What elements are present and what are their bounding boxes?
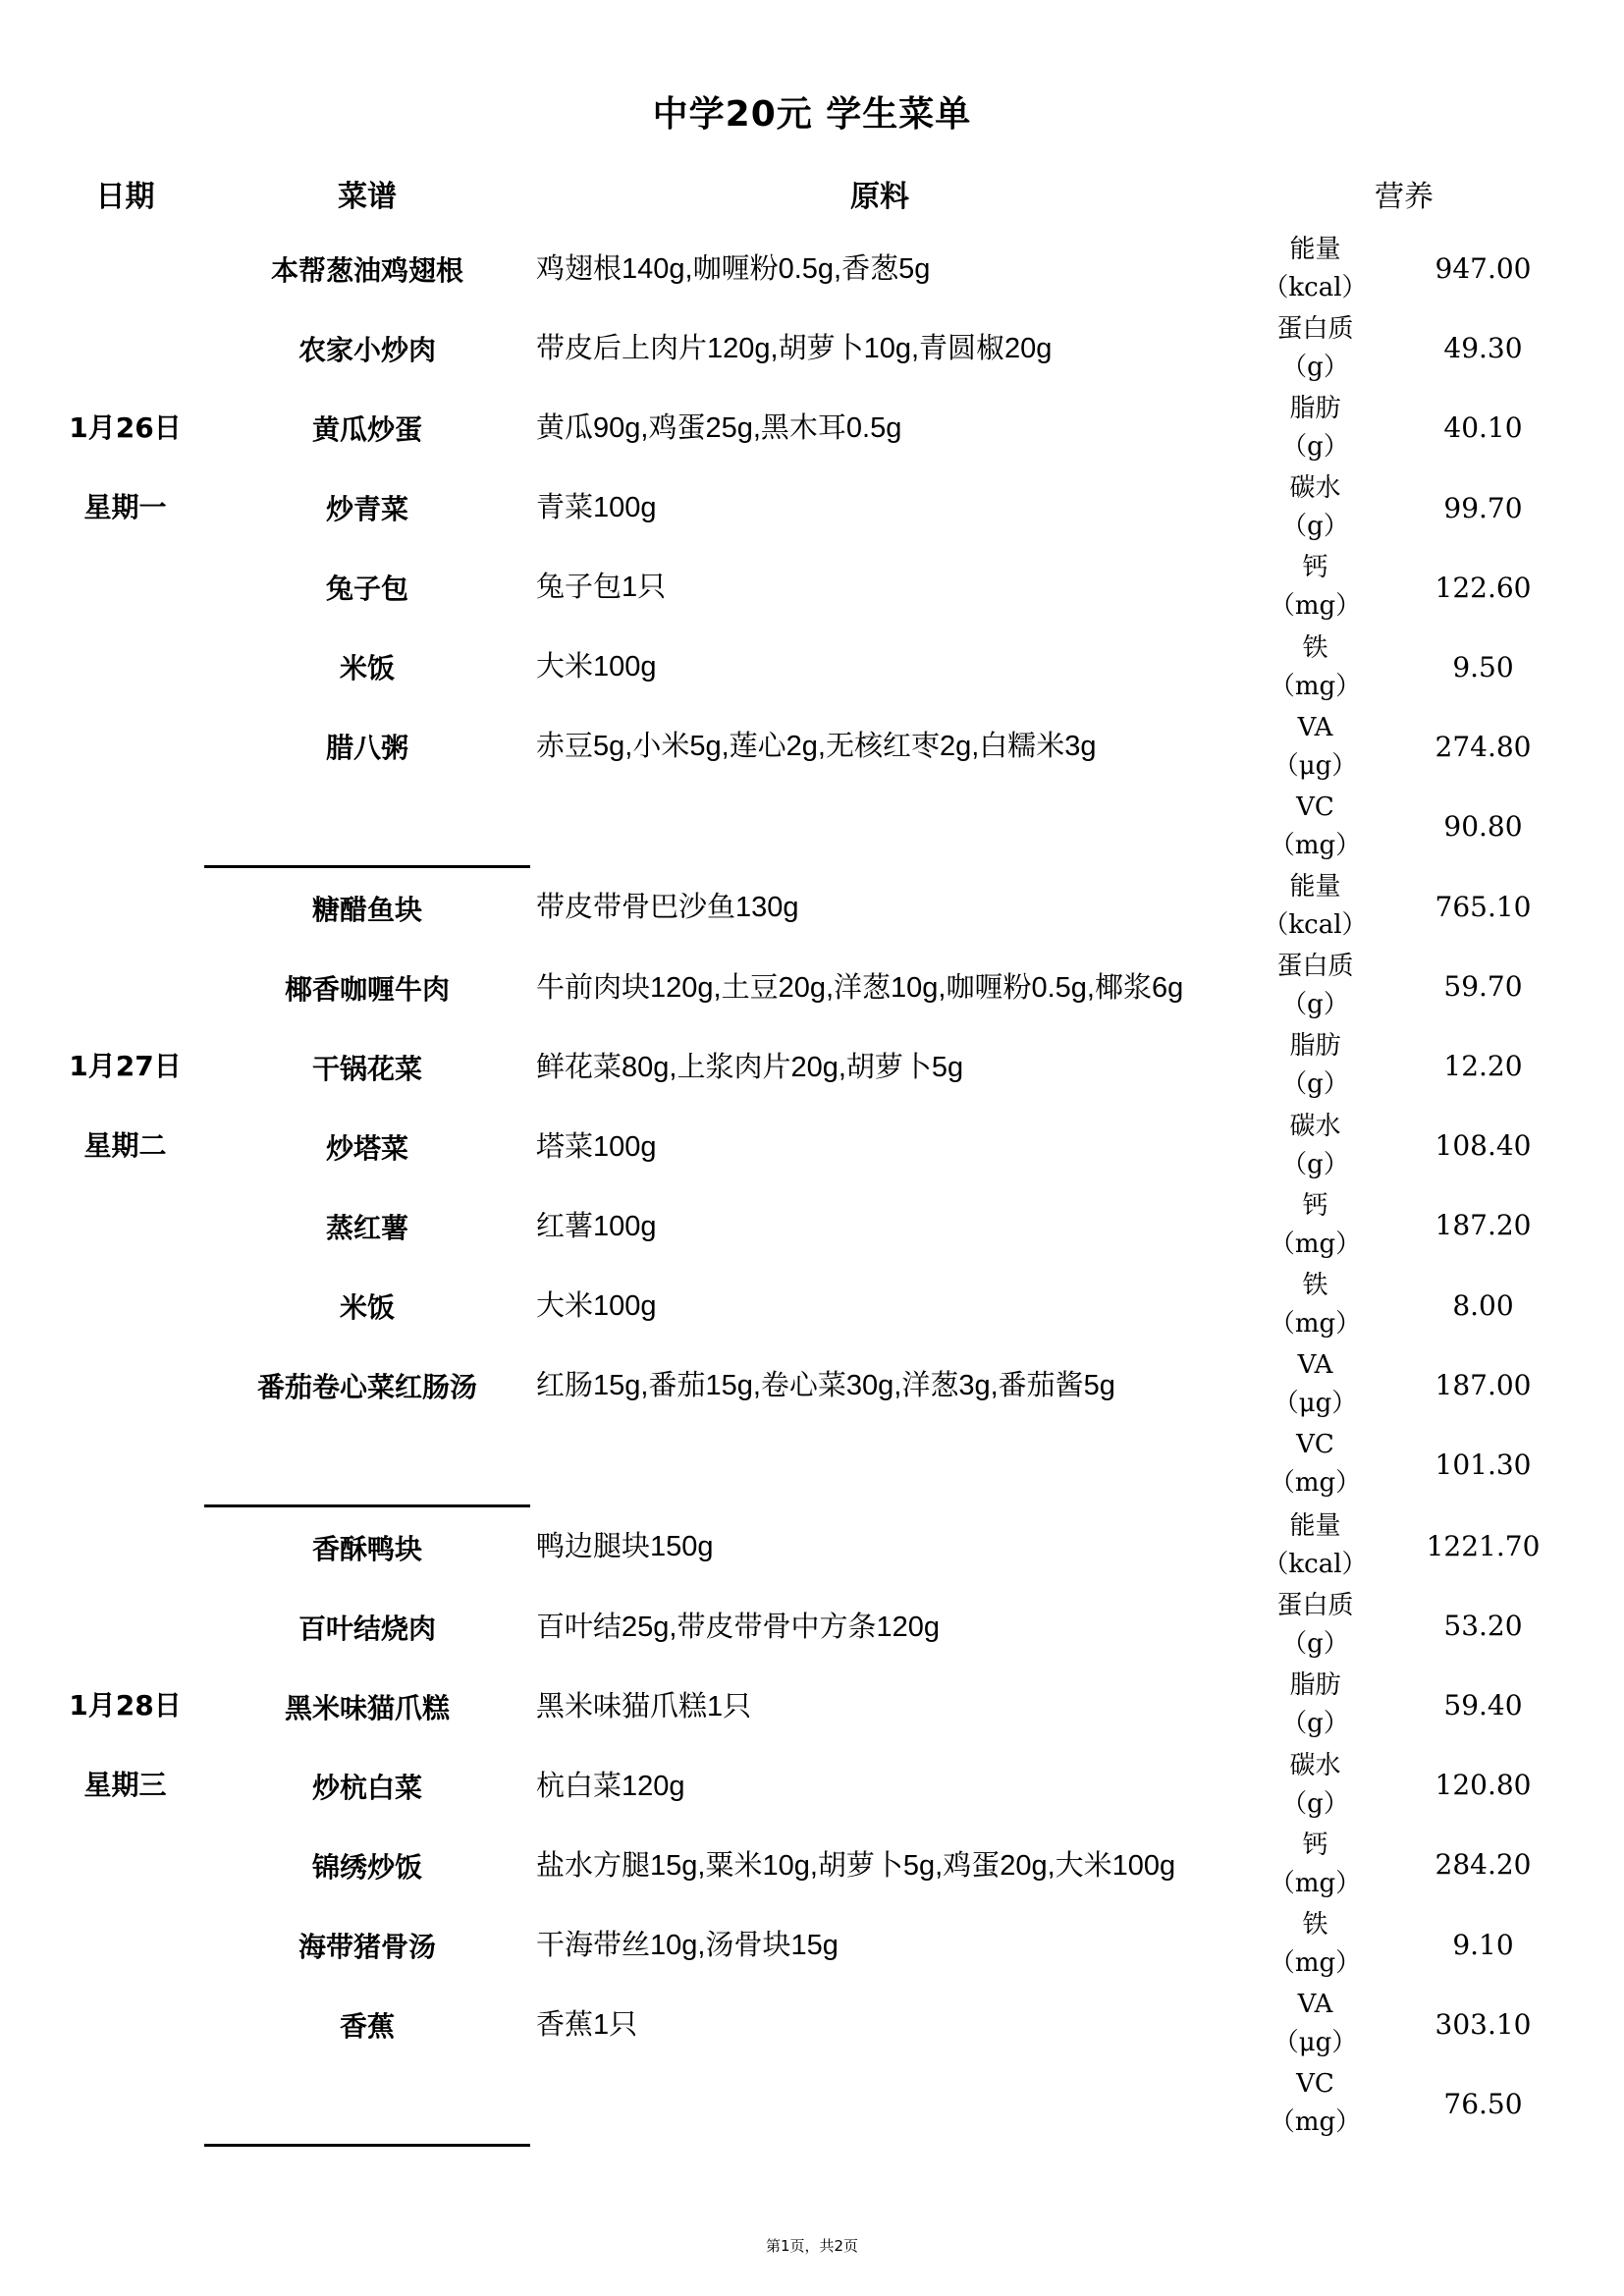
nutrient-name: 钙 [1302,553,1328,583]
nutrient-row [1229,1026,1579,1106]
nutrient-unit: （mg） [1269,1468,1362,1499]
dish-name: 炒青菜 [325,492,408,525]
nutrient-name: 铁 [1302,1910,1328,1941]
nutrient-value: 108.40 [1435,1129,1532,1163]
dish-name: 黑米味猫爪糕 [284,1691,450,1724]
nutrient-name: VC [1296,1430,1334,1460]
header-date: 日期 [95,180,155,214]
nutrient-value: 9.10 [1452,1928,1514,1961]
nutrient-value: 90.80 [1443,810,1523,844]
dish-name: 农家小炒肉 [298,333,436,366]
dish-name: 海带猪骨汤 [298,1930,436,1963]
menu-table [46,158,1579,2147]
ingredients-cell: 红肠15g,番茄15g,卷心菜30g,洋葱3g,番茄酱5g [536,1369,1115,1401]
ingredients-cell: 兔子包1只 [536,571,667,603]
nutrient-value: 284.20 [1435,1848,1532,1882]
dish-name: 干锅花菜 [311,1052,422,1085]
ingredients-cell: 百叶结25g,带皮带骨中方条120g [536,1611,940,1643]
nutrient-row [1229,388,1579,467]
date-label: 1月26日 [69,411,182,444]
nutrient-value: 49.30 [1443,332,1523,365]
nutrient-row [1229,2064,1579,2144]
dish-name: 腊八粥 [325,731,408,764]
nutrient-name: 钙 [1302,1830,1328,1860]
nutrient-row [1229,1825,1579,1904]
nutrient-label [1229,868,1401,945]
nutrient-value: 1221.70 [1426,1529,1541,1562]
dish-name: 椰香咖喱牛肉 [284,972,450,1006]
nutrient-unit: （g） [1281,1629,1349,1660]
ingredients-cell [530,2064,1229,2146]
nutrient-value: 947.00 [1435,252,1532,286]
ingredients-cell: 塔菜100g [536,1130,657,1163]
date-label: 1月28日 [69,1688,182,1722]
nutrient-row [1229,707,1579,787]
nutrient-name: 脂肪 [1289,1670,1341,1701]
nutrient-unit: （mg） [1269,1948,1362,1979]
nutrient-label [1229,1507,1401,1584]
table-row [46,229,1579,308]
nutrient-value: 99.70 [1443,491,1523,524]
ingredients-cell: 红薯100g [536,1210,657,1242]
dish-name: 本帮葱油鸡翅根 [270,253,463,287]
nutrient-label [1229,1346,1401,1423]
dish-name: 兔子包 [325,572,408,605]
nutrient-name: 能量 [1289,872,1341,902]
ingredients-cell: 香蕉1只 [536,2008,638,2041]
nutrient-name: 碳水 [1289,473,1341,504]
nutrient-unit: （kcal） [1263,910,1368,941]
ingredients-cell: 赤豆5g,小米5g,莲心2g,无核红枣2g,白糯米3g [536,730,1097,762]
nutrient-name: VC [1296,2069,1334,2100]
nutrient-value: 59.70 [1443,969,1523,1003]
dish-name [204,2064,530,2146]
header-dish: 菜谱 [338,180,397,214]
ingredients-cell: 黄瓜90g,鸡蛋25g,黑木耳0.5g [536,411,902,444]
nutrient-name: 钙 [1302,1190,1328,1221]
nutrient-unit: （g） [1281,1709,1349,1739]
nutrient-value: 274.80 [1435,731,1532,764]
nutrient-row [1229,468,1579,548]
dish-name: 蒸红薯 [325,1211,408,1244]
nutrient-value: 122.60 [1435,571,1532,604]
ingredients-cell: 鸡翅根140g,咖喱粉0.5g,香葱5g [536,252,931,285]
nutrient-name: 蛋白质 [1276,952,1354,982]
nutrient-unit: （μg） [1272,750,1358,781]
nutrient-label [1229,1747,1401,1824]
nutrient-row [1229,1985,1579,2064]
nutrient-label [1229,948,1401,1024]
nutrient-row [1229,308,1579,388]
table-row [46,1506,1579,1588]
dish-name: 米饭 [339,1290,395,1324]
date-cell [46,867,204,1506]
date-label: 1月27日 [69,1049,182,1082]
weekday-label: 星期三 [83,1768,167,1801]
nutrient-name: 铁 [1302,1271,1328,1301]
weekday-label: 星期一 [83,491,167,523]
nutrient-unit: （g） [1281,352,1349,382]
nutrient-unit: （mg） [1269,671,1362,701]
nutrient-value: 53.20 [1443,1609,1523,1642]
nutrient-unit: （kcal） [1263,272,1368,302]
nutrient-value: 59.40 [1443,1688,1523,1722]
nutrient-unit: （g） [1281,431,1349,462]
header-ingredients: 原料 [850,180,909,214]
nutrient-name: VA [1297,712,1333,742]
dish-name: 黄瓜炒蛋 [311,412,422,446]
ingredients-cell: 青菜100g [536,491,657,523]
nutrient-name: 碳水 [1289,1111,1341,1141]
nutrient-value: 187.20 [1435,1209,1532,1242]
dish-name: 炒杭白菜 [311,1771,422,1804]
date-cell [46,229,204,867]
nutrient-label [1229,1267,1401,1343]
nutrient-label [1229,1827,1401,1903]
header-nutrition: 营养 [1375,180,1434,214]
nutrient-label [1229,709,1401,786]
nutrient-unit: （mg） [1269,1309,1362,1339]
nutrient-unit: （mg） [1269,2107,1362,2138]
nutrient-row [1229,1506,1579,1586]
ingredients-cell: 带皮带骨巴沙鱼130g [536,891,799,923]
nutrient-name: 能量 [1289,234,1341,264]
nutrient-row [1229,1666,1579,1745]
nutrient-label [1229,310,1401,387]
nutrient-name: 铁 [1302,632,1328,663]
nutrient-label [1229,1027,1401,1104]
nutrient-value: 187.00 [1435,1368,1532,1401]
nutrient-unit: （mg） [1269,591,1362,622]
ingredients-cell: 盐水方腿15g,粟米10g,胡萝卜5g,鸡蛋20g,大米100g [536,1849,1176,1882]
nutrient-label [1229,1426,1401,1503]
nutrient-label [1229,469,1401,546]
nutrient-row [1229,1425,1579,1504]
nutrient-row [1229,787,1579,866]
nutrient-row [1229,1345,1579,1425]
nutrient-value: 101.30 [1435,1448,1532,1481]
ingredients-cell: 牛前肉块120g,土豆20g,洋葱10g,咖喱粉0.5g,椰浆6g [536,971,1184,1004]
menu-body [46,229,1579,2146]
page-title: 中学20元 学生菜单 [652,94,972,135]
nutrient-name: VA [1297,1350,1333,1381]
dish-name [204,786,530,867]
dish-name: 锦绣炒饭 [311,1850,422,1884]
ingredients-cell: 鸭边腿块150g [536,1530,714,1562]
nutrient-unit: （g） [1281,1149,1349,1179]
nutrient-row [1229,1185,1579,1265]
nutrient-name: 脂肪 [1289,393,1341,423]
nutrient-unit: （mg） [1269,1868,1362,1898]
nutrient-row [1229,628,1579,707]
nutrient-unit: （mg） [1269,830,1362,860]
ingredients-cell: 带皮后上肉片120g,胡萝卜10g,青圆椒20g [536,332,1053,364]
dish-name: 香蕉 [339,2009,395,2043]
nutrient-row [1229,229,1579,308]
ingredients-cell: 干海带丝10g,汤骨块15g [536,1929,839,1961]
nutrient-label [1229,1108,1401,1184]
nutrient-row [1229,1586,1579,1666]
nutrient-label [1229,1667,1401,1743]
nutrition-cell [1229,1506,1579,2146]
nutrient-label [1229,789,1401,865]
nutrient-unit: （g） [1281,1788,1349,1819]
nutrient-value: 8.00 [1452,1288,1514,1322]
date-spacer [46,1506,204,1666]
ingredients-cell: 大米100g [536,650,657,683]
nutrient-row [1229,947,1579,1026]
date-spacer [46,229,204,388]
nutrient-row [1229,1106,1579,1185]
nutrient-row [1229,548,1579,628]
date-spacer [46,867,204,1026]
nutrient-label [1229,1906,1401,1983]
nutrient-name: 能量 [1289,1511,1341,1542]
nutrient-name: 蛋白质 [1276,1591,1354,1621]
nutrient-name: 碳水 [1289,1750,1341,1780]
nutrition-cell [1229,867,1579,1506]
nutrient-name: VA [1297,1990,1333,2020]
dish-name: 百叶结烧肉 [298,1612,436,1645]
nutrient-name: 蛋白质 [1276,313,1354,344]
nutrient-label [1229,1986,1401,2062]
nutrient-label [1229,1587,1401,1664]
nutrient-unit: （mg） [1269,1229,1362,1259]
dish-name [204,1425,530,1506]
dish-name: 炒塔菜 [325,1131,408,1165]
date-cell [46,1506,204,2146]
nutrient-label [1229,629,1401,706]
weekday-label: 星期二 [83,1128,167,1162]
dish-name: 番茄卷心菜红肠汤 [256,1370,477,1403]
table-header-row [46,158,1579,229]
nutrient-label [1229,1187,1401,1264]
nutrition-cell [1229,229,1579,867]
nutrient-value: 303.10 [1435,2007,1532,2041]
nutrient-unit: （μg） [1272,1389,1358,1419]
nutrient-label [1229,2065,1401,2142]
page-footer: 第1页，共2页 [765,2237,859,2255]
nutrient-value: 765.10 [1435,890,1532,923]
nutrient-value: 9.50 [1452,651,1514,684]
nutrient-name: 脂肪 [1289,1031,1341,1062]
dish-name: 香酥鸭块 [311,1532,422,1565]
nutrient-row [1229,867,1579,947]
nutrient-value: 40.10 [1443,411,1523,445]
nutrient-row [1229,1904,1579,1984]
nutrient-row [1229,1265,1579,1344]
ingredients-cell: 大米100g [536,1289,657,1322]
nutrient-label [1229,390,1401,466]
nutrient-value: 120.80 [1435,1769,1532,1802]
nutrient-unit: （g） [1281,1069,1349,1100]
nutrient-unit: （g） [1281,990,1349,1020]
nutrient-name: VC [1296,792,1334,822]
ingredients-cell [530,786,1229,867]
dish-name: 糖醋鱼块 [311,893,422,926]
table-row [46,867,1579,949]
nutrient-value: 12.20 [1443,1049,1523,1082]
ingredients-cell: 杭白菜120g [536,1770,685,1802]
dish-name: 米饭 [339,651,395,684]
nutrient-label [1229,549,1401,626]
nutrient-label [1229,231,1401,307]
ingredients-cell: 黑米味猫爪糕1只 [536,1690,752,1722]
nutrient-value: 76.50 [1443,2087,1523,2120]
ingredients-cell: 鲜花菜80g,上浆肉片20g,胡萝卜5g [536,1051,964,1083]
ingredients-cell [530,1425,1229,1506]
nutrient-unit: （μg） [1272,2028,1358,2058]
nutrient-row [1229,1745,1579,1825]
nutrient-unit: （g） [1281,512,1349,542]
nutrient-unit: （kcal） [1263,1550,1368,1580]
